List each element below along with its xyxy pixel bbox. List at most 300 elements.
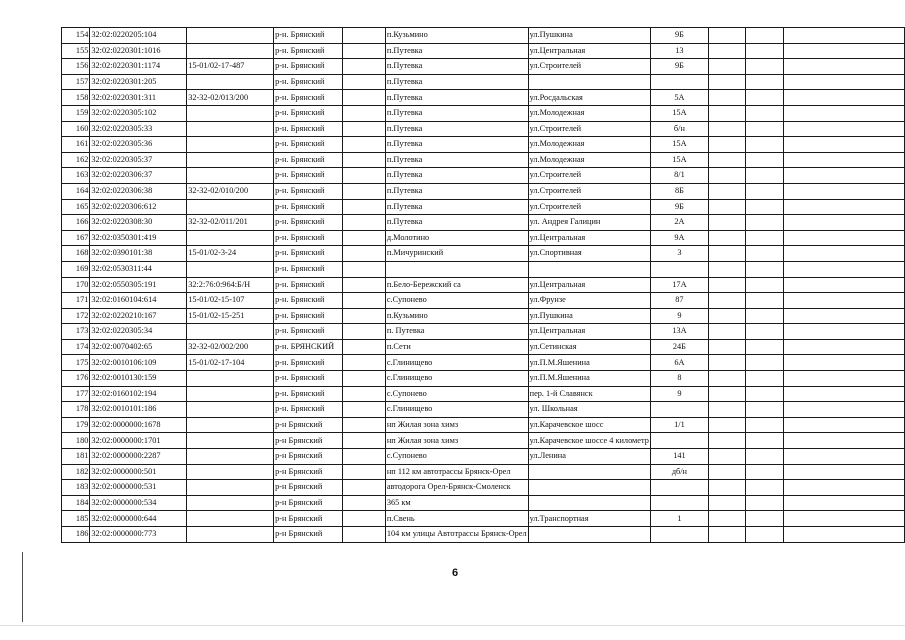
street-cell (528, 74, 650, 90)
extra-1-cell (708, 449, 745, 465)
cadastral-number-cell: 32:02:0220205:104 (90, 28, 187, 44)
district-cell: р-н. Брянский (274, 246, 343, 262)
cadastral-number-cell: 32:02:0220301:1016 (90, 43, 187, 59)
table-row (62, 43, 905, 59)
house-number-cell (650, 433, 708, 449)
row-number-cell: 157 (62, 74, 90, 90)
district-cell: р-н. Брянский (274, 168, 343, 184)
extra-3-cell (783, 371, 904, 387)
settlement-cell: п.Мичуринский (385, 246, 528, 262)
district-cell: р-н. Брянский (274, 199, 343, 215)
settlement-cell: п. Путевка (385, 324, 528, 340)
street-cell: ул.Фрунзе (528, 293, 650, 309)
row-number-cell: 184 (62, 495, 90, 511)
table-row (62, 199, 905, 215)
table-row (62, 59, 905, 75)
table-body (62, 28, 905, 543)
house-number-cell: дб/н (650, 464, 708, 480)
table-row (62, 246, 905, 262)
cadastral-number-cell: 32:02:0220305:102 (90, 105, 187, 121)
extra-1-cell (708, 105, 745, 121)
cadastral-number-cell: 32:02:0000000:534 (90, 495, 187, 511)
table-row (62, 261, 905, 277)
extra-1-cell (708, 386, 745, 402)
empty-cell (342, 386, 385, 402)
cadastral-number-cell: 32:02:0160102:194 (90, 386, 187, 402)
empty-cell (342, 90, 385, 106)
district-cell: р-н. Брянский (274, 261, 343, 277)
house-number-cell: б/н (650, 121, 708, 137)
house-number-cell (650, 261, 708, 277)
settlement-cell: с.Глинищево (385, 371, 528, 387)
empty-cell (342, 246, 385, 262)
row-number-cell: 186 (62, 527, 90, 543)
house-number-cell: 9 (650, 308, 708, 324)
row-number-cell: 183 (62, 480, 90, 496)
registration-number-cell: 32-32-02/011/201 (187, 215, 274, 231)
registration-number-cell (187, 199, 274, 215)
extra-1-cell (708, 308, 745, 324)
cadastral-number-cell: 32:02:0220305:34 (90, 324, 187, 340)
street-cell: ул.Центральная (528, 230, 650, 246)
street-cell (528, 527, 650, 543)
extra-3-cell (783, 121, 904, 137)
empty-cell (342, 449, 385, 465)
cadastral-number-cell: 32:02:0000000:644 (90, 511, 187, 527)
extra-1-cell (708, 324, 745, 340)
street-cell: ул.Строителей (528, 199, 650, 215)
scan-bottom-edge (0, 625, 905, 626)
cadastral-number-cell: 32:02:0530311:44 (90, 261, 187, 277)
extra-3-cell (783, 386, 904, 402)
table-row (62, 105, 905, 121)
extra-1-cell (708, 339, 745, 355)
extra-3-cell (783, 324, 904, 340)
row-number-cell: 179 (62, 417, 90, 433)
street-cell: ул.Центральная (528, 324, 650, 340)
house-number-cell: 9Б (650, 59, 708, 75)
extra-3-cell (783, 152, 904, 168)
house-number-cell (650, 74, 708, 90)
table-row (62, 386, 905, 402)
extra-1-cell (708, 417, 745, 433)
cadastral-number-cell: 32:02:0220301:205 (90, 74, 187, 90)
empty-cell (342, 137, 385, 153)
settlement-cell: п.Кузьмино (385, 28, 528, 44)
row-number-cell: 180 (62, 433, 90, 449)
table-row (62, 215, 905, 231)
row-number-cell: 178 (62, 402, 90, 418)
cadastral-number-cell: 32:02:0000000:1701 (90, 433, 187, 449)
house-number-cell: 9А (650, 230, 708, 246)
table-row (62, 527, 905, 543)
table-row (62, 293, 905, 309)
registration-number-cell: 15-01/02-3-24 (187, 246, 274, 262)
district-cell: р-н Брянский (274, 480, 343, 496)
extra-3-cell (783, 59, 904, 75)
row-number-cell: 169 (62, 261, 90, 277)
extra-3-cell (783, 449, 904, 465)
street-cell (528, 261, 650, 277)
registration-number-cell: 32-32-02/013/200 (187, 90, 274, 106)
empty-cell (342, 464, 385, 480)
registration-number-cell (187, 371, 274, 387)
settlement-cell: 104 км улицы Автотрассы Брянск-Орел (385, 527, 528, 543)
extra-1-cell (708, 293, 745, 309)
extra-2-cell (746, 511, 783, 527)
registration-number-cell (187, 495, 274, 511)
district-cell: р-н. Брянский (274, 355, 343, 371)
street-cell (528, 464, 650, 480)
extra-2-cell (746, 527, 783, 543)
extra-2-cell (746, 43, 783, 59)
empty-cell (342, 495, 385, 511)
extra-2-cell (746, 308, 783, 324)
district-cell: р-н. Брянский (274, 308, 343, 324)
extra-2-cell (746, 152, 783, 168)
street-cell: ул.Молодежная (528, 105, 650, 121)
registration-number-cell (187, 433, 274, 449)
extra-3-cell (783, 168, 904, 184)
district-cell: р-н. Брянский (274, 59, 343, 75)
registration-number-cell: 32:2:76:0:964:Б/Н (187, 277, 274, 293)
cadastral-number-cell: 32:02:0000000:501 (90, 464, 187, 480)
cadastral-number-cell: 32:02:0000000:531 (90, 480, 187, 496)
street-cell: ул.Карачевское шоссе 4 километр (528, 433, 650, 449)
page-number: 6 (452, 567, 459, 579)
cadastral-number-cell: 32:02:0220305:33 (90, 121, 187, 137)
extra-2-cell (746, 168, 783, 184)
cadastral-number-cell: 32:02:0010106:109 (90, 355, 187, 371)
extra-1-cell (708, 433, 745, 449)
extra-2-cell (746, 402, 783, 418)
extra-1-cell (708, 402, 745, 418)
district-cell: р-н Брянский (274, 464, 343, 480)
district-cell: р-н Брянский (274, 449, 343, 465)
house-number-cell: 13 (650, 43, 708, 59)
registration-number-cell (187, 386, 274, 402)
extra-3-cell (783, 495, 904, 511)
settlement-cell: п.Путевка (385, 183, 528, 199)
district-cell: р-н. Брянский (274, 105, 343, 121)
house-number-cell (650, 480, 708, 496)
extra-1-cell (708, 277, 745, 293)
settlement-cell: п.Путевка (385, 215, 528, 231)
settlement-cell: п.Путевка (385, 74, 528, 90)
extra-1-cell (708, 495, 745, 511)
cadastral-number-cell: 32:02:0000000:1678 (90, 417, 187, 433)
row-number-cell: 174 (62, 339, 90, 355)
settlement-cell: д.Молотино (385, 230, 528, 246)
extra-3-cell (783, 527, 904, 543)
settlement-cell: п.Свень (385, 511, 528, 527)
settlement-cell: п.Путевка (385, 137, 528, 153)
registration-number-cell (187, 74, 274, 90)
extra-3-cell (783, 355, 904, 371)
extra-3-cell (783, 402, 904, 418)
row-number-cell: 167 (62, 230, 90, 246)
house-number-cell: 2А (650, 215, 708, 231)
extra-1-cell (708, 28, 745, 44)
registration-number-cell (187, 43, 274, 59)
extra-2-cell (746, 183, 783, 199)
settlement-cell: с.Глинищево (385, 355, 528, 371)
extra-1-cell (708, 511, 745, 527)
cadastral-number-cell: 32:02:0220306:38 (90, 183, 187, 199)
cadastral-number-cell: 32:02:0070402:65 (90, 339, 187, 355)
extra-3-cell (783, 293, 904, 309)
empty-cell (342, 183, 385, 199)
extra-2-cell (746, 74, 783, 90)
cadastral-number-cell: 32:02:0350301:419 (90, 230, 187, 246)
settlement-cell: с.Супонево (385, 293, 528, 309)
row-number-cell: 158 (62, 90, 90, 106)
row-number-cell: 165 (62, 199, 90, 215)
district-cell: р-н. Брянский (274, 215, 343, 231)
row-number-cell: 173 (62, 324, 90, 340)
settlement-cell: нп 112 км автотрассы Брянск-Орел (385, 464, 528, 480)
street-cell: ул.П.М.Яшенина (528, 355, 650, 371)
extra-3-cell (783, 511, 904, 527)
street-cell: ул.Пушкина (528, 308, 650, 324)
registration-number-cell: 15-01/02-17-104 (187, 355, 274, 371)
empty-cell (342, 433, 385, 449)
table-row (62, 308, 905, 324)
cadastral-number-cell: 32:02:0220301:1174 (90, 59, 187, 75)
settlement-cell: п.Путевка (385, 152, 528, 168)
street-cell: ул.Молодежная (528, 152, 650, 168)
settlement-cell: п.Бело-Бережский са (385, 277, 528, 293)
empty-cell (342, 105, 385, 121)
table-row (62, 371, 905, 387)
extra-3-cell (783, 261, 904, 277)
extra-2-cell (746, 137, 783, 153)
settlement-cell: с.Супонево (385, 449, 528, 465)
extra-3-cell (783, 105, 904, 121)
table-row (62, 168, 905, 184)
empty-cell (342, 28, 385, 44)
extra-2-cell (746, 386, 783, 402)
extra-1-cell (708, 90, 745, 106)
extra-1-cell (708, 59, 745, 75)
street-cell (528, 495, 650, 511)
house-number-cell: 17А (650, 277, 708, 293)
registration-number-cell: 32-32-02/010/200 (187, 183, 274, 199)
extra-1-cell (708, 230, 745, 246)
house-number-cell: 13А (650, 324, 708, 340)
extra-2-cell (746, 495, 783, 511)
extra-2-cell (746, 90, 783, 106)
registration-number-cell (187, 152, 274, 168)
cadastral-number-cell: 32:02:0220210:167 (90, 308, 187, 324)
settlement-cell: п.Путевка (385, 105, 528, 121)
registration-number-cell (187, 105, 274, 121)
cadastral-number-cell: 32:02:0220308:30 (90, 215, 187, 231)
extra-3-cell (783, 215, 904, 231)
district-cell: р-н. БРЯНСКИЙ (274, 339, 343, 355)
cadastral-number-cell: 32:02:0550305:191 (90, 277, 187, 293)
extra-2-cell (746, 59, 783, 75)
cadastral-number-cell: 32:02:0390101:38 (90, 246, 187, 262)
extra-3-cell (783, 277, 904, 293)
row-number-cell: 159 (62, 105, 90, 121)
table-row (62, 28, 905, 44)
registration-number-cell (187, 324, 274, 340)
extra-3-cell (783, 308, 904, 324)
extra-2-cell (746, 449, 783, 465)
house-number-cell: 8/1 (650, 168, 708, 184)
street-cell: ул.Ленина (528, 449, 650, 465)
property-table (61, 27, 905, 543)
settlement-cell: нп Жилая зона химз (385, 433, 528, 449)
district-cell: р-н. Брянский (274, 74, 343, 90)
registration-number-cell (187, 480, 274, 496)
row-number-cell: 185 (62, 511, 90, 527)
house-number-cell: 1/1 (650, 417, 708, 433)
settlement-cell (385, 261, 528, 277)
district-cell: р-н. Брянский (274, 402, 343, 418)
extra-1-cell (708, 43, 745, 59)
row-number-cell: 171 (62, 293, 90, 309)
district-cell: р-н Брянский (274, 527, 343, 543)
extra-1-cell (708, 152, 745, 168)
extra-1-cell (708, 74, 745, 90)
empty-cell (342, 511, 385, 527)
street-cell: ул.П.М.Яшенина (528, 371, 650, 387)
table-row (62, 277, 905, 293)
row-number-cell: 162 (62, 152, 90, 168)
empty-cell (342, 199, 385, 215)
street-cell: ул.Строителей (528, 183, 650, 199)
empty-cell (342, 324, 385, 340)
extra-2-cell (746, 371, 783, 387)
settlement-cell: п.Путевка (385, 90, 528, 106)
extra-2-cell (746, 215, 783, 231)
empty-cell (342, 261, 385, 277)
table-row (62, 230, 905, 246)
table-row (62, 339, 905, 355)
row-number-cell: 154 (62, 28, 90, 44)
settlement-cell: п.Путевка (385, 199, 528, 215)
table-row (62, 74, 905, 90)
extra-2-cell (746, 277, 783, 293)
settlement-cell: п.Путевка (385, 121, 528, 137)
street-cell: ул.Роcдальская (528, 90, 650, 106)
house-number-cell: 8 (650, 371, 708, 387)
registration-number-cell: 15-01/02-15-251 (187, 308, 274, 324)
extra-1-cell (708, 215, 745, 231)
cadastral-number-cell: 32:02:0220301:311 (90, 90, 187, 106)
table-row (62, 417, 905, 433)
registration-number-cell: 15-01/02-15-107 (187, 293, 274, 309)
extra-2-cell (746, 230, 783, 246)
extra-2-cell (746, 324, 783, 340)
extra-3-cell (783, 246, 904, 262)
extra-2-cell (746, 246, 783, 262)
street-cell: ул.Строителей (528, 59, 650, 75)
registration-number-cell (187, 28, 274, 44)
settlement-cell: нп Жилая зона химз (385, 417, 528, 433)
empty-cell (342, 480, 385, 496)
empty-cell (342, 152, 385, 168)
row-number-cell: 176 (62, 371, 90, 387)
street-cell: ул.Центральная (528, 43, 650, 59)
extra-3-cell (783, 230, 904, 246)
settlement-cell: с.Глинищево (385, 402, 528, 418)
row-number-cell: 175 (62, 355, 90, 371)
house-number-cell: 9 (650, 386, 708, 402)
street-cell: ул.Молодежная (528, 137, 650, 153)
house-number-cell: 9Б (650, 199, 708, 215)
street-cell: ул.Центральная (528, 277, 650, 293)
extra-2-cell (746, 261, 783, 277)
extra-2-cell (746, 464, 783, 480)
scan-edge-line (22, 552, 23, 622)
extra-3-cell (783, 74, 904, 90)
empty-cell (342, 121, 385, 137)
district-cell: р-н. Брянский (274, 293, 343, 309)
row-number-cell: 160 (62, 121, 90, 137)
house-number-cell: 9Б (650, 28, 708, 44)
street-cell: ул.Транспортная (528, 511, 650, 527)
table-row (62, 355, 905, 371)
cadastral-number-cell: 32:02:0000000:773 (90, 527, 187, 543)
row-number-cell: 168 (62, 246, 90, 262)
row-number-cell: 156 (62, 59, 90, 75)
row-number-cell: 155 (62, 43, 90, 59)
extra-2-cell (746, 417, 783, 433)
settlement-cell: п.Путевка (385, 168, 528, 184)
row-number-cell: 170 (62, 277, 90, 293)
extra-1-cell (708, 183, 745, 199)
extra-2-cell (746, 355, 783, 371)
house-number-cell (650, 527, 708, 543)
table-row (62, 495, 905, 511)
district-cell: р-н. Брянский (274, 230, 343, 246)
empty-cell (342, 339, 385, 355)
street-cell: ул. Андрея Галицин (528, 215, 650, 231)
table-row (62, 402, 905, 418)
row-number-cell: 182 (62, 464, 90, 480)
settlement-cell: п.Путевка (385, 43, 528, 59)
district-cell: р-н. Брянский (274, 28, 343, 44)
district-cell: р-н. Брянский (274, 277, 343, 293)
house-number-cell (650, 495, 708, 511)
extra-3-cell (783, 183, 904, 199)
extra-3-cell (783, 464, 904, 480)
district-cell: р-н. Брянский (274, 183, 343, 199)
empty-cell (342, 43, 385, 59)
empty-cell (342, 74, 385, 90)
extra-2-cell (746, 28, 783, 44)
extra-2-cell (746, 339, 783, 355)
house-number-cell: 15А (650, 152, 708, 168)
cadastral-number-cell: 32:02:0220306:612 (90, 199, 187, 215)
cadastral-number-cell: 32:02:0220305:36 (90, 137, 187, 153)
street-cell: ул.Спортивная (528, 246, 650, 262)
street-cell (528, 480, 650, 496)
district-cell: р-н. Брянский (274, 137, 343, 153)
row-number-cell: 163 (62, 168, 90, 184)
settlement-cell: 365 км (385, 495, 528, 511)
registration-number-cell (187, 168, 274, 184)
extra-1-cell (708, 168, 745, 184)
street-cell: ул.Пушкина (528, 28, 650, 44)
empty-cell (342, 215, 385, 231)
row-number-cell: 161 (62, 137, 90, 153)
extra-1-cell (708, 371, 745, 387)
house-number-cell: 6А (650, 355, 708, 371)
